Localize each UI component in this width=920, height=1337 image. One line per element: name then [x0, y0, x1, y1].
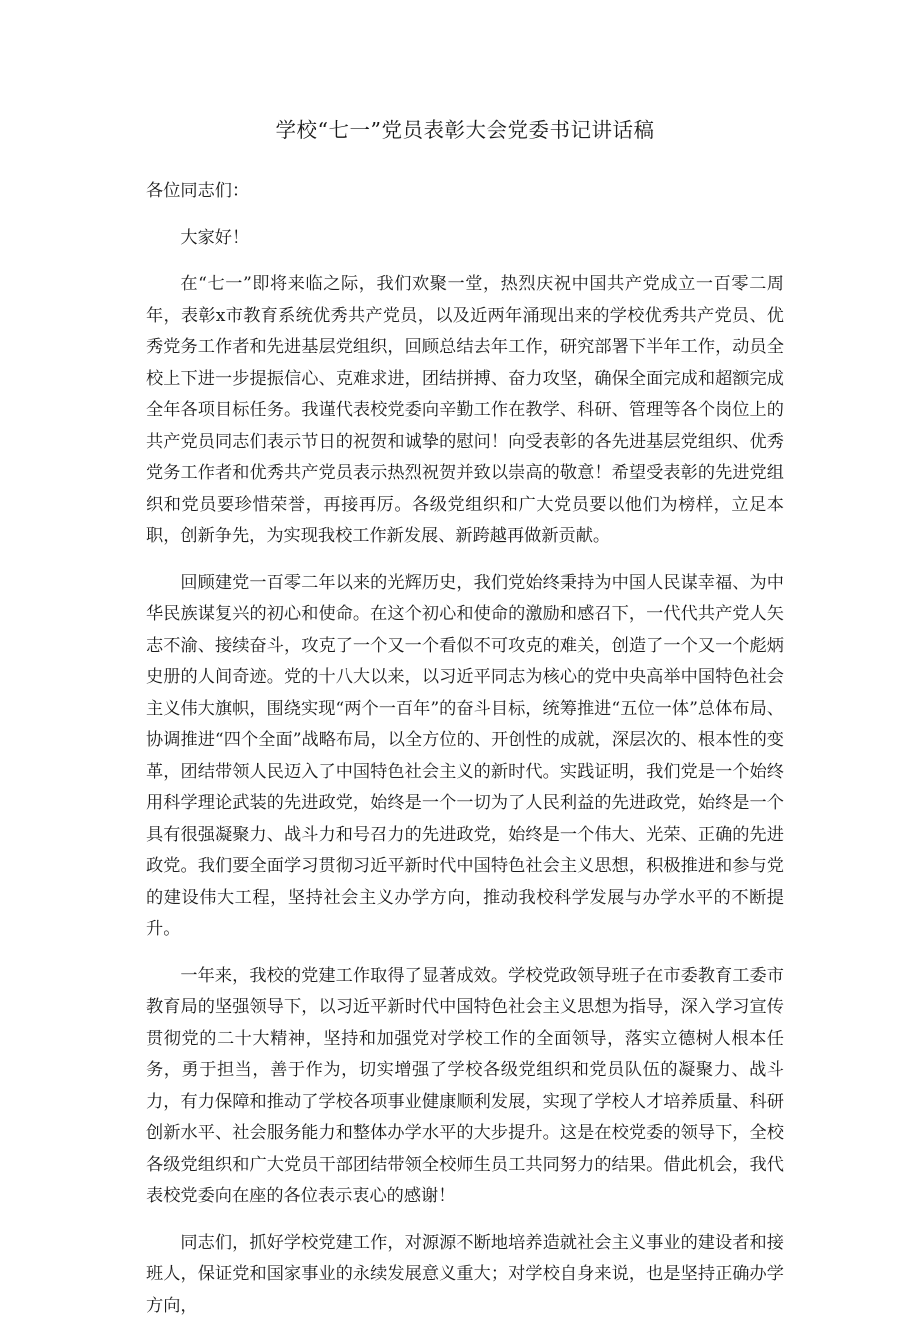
document-title: 学校“七一”党员表彰大会党委书记讲话稿: [275, 118, 655, 142]
document-page: [146, 110, 784, 1337]
salutation: 各位同志们：: [146, 181, 250, 201]
body-paragraph-2: 回顾建党一百零二年以来的光辉历史，我们党始终秉持为中国人民谋幸福、为中华民族谋复兴的初心和使命。在这个初心和使命的激励和感召下，一代代共产党人矢志不渝、接续奋斗，攻克了一个又一个看似不可攻克的难关，创造了一个又一个彪炳史册的人间奇迹。党的十八大以来，以习近平同志为核心的党中央高举中国特色社会主义伟大旗帜，围绕实现“两个一百年”的奋斗目标，统筹推进“五位一体”总体布局、协调推进“四个全面”战略布局，以全方位的、开创性的成就，深层次的、根本性的变革，团结带领人民迈入了中国特色社会主义的新时代。实践证明，我们党是一个始终用科学理论武装的先进政党，始终是一个一切为了人民利益的先进政党，始终是一个具有很强凝聚力、战斗力和号召力的先进政党，始终是一个伟大、光荣、正确的先进政党。我们要全面学习贯彻习近平新时代中国特色社会主义思想，积极推进和参与党的建设伟大工程，坚持社会主义办学方向，推动我校科学发展与办学水平的不断提升。: [146, 572, 784, 939]
greeting: 大家好！: [180, 227, 250, 248]
body-paragraph-3: 一年来，我校的党建工作取得了显著成效。学校党政领导班子在市委教育工委市教育局的坚强领导下，以习近平新时代中国特色社会主义思想为指导，深入学习宣传贯彻党的二十大精神，坚持和加强党对学校工作的全面领导，落实立德树人根本任务，勇于担当，善于作为，切实增强了学校各级党组织和党员队伍的凝聚力、战斗力，有力保障和推动了学校各项事业健康顺利发展，实现了学校人才培养质量、科研创新水平、社会服务能力和整体办学水平的大步提升。这是在校党委的领导下，全校各级党组织和广大党员干部团结带领全校师生员工共同努力的结果。借此机会，我代表校党委向在座的各位表示衷心的感谢！: [146, 965, 784, 1206]
body-paragraph-1: 在“七一”即将来临之际，我们欢聚一堂，热烈庆祝中国共产党成立一百零二周年，表彰x市教育系统优秀共产党员，以及近两年涌现出来的学校优秀共产党员、优秀党务工作者和先进基层党组织，回顾总结去年工作，研究部署下半年工作，动员全校上下进一步提振信心、克难求进，团结拼搏、奋力攻坚，确保全面完成和超额完成全年各项目标任务。我谨代表校党委向辛勤工作在教学、科研、管理等各个岗位上的共产党员同志们表示节日的祝贺和诚挚的慰问！向受表彰的各先进基层党组织、优秀党务工作者和优秀共产党员表示热烈祝贺并致以崇高的敬意！希望受表彰的先进党组织和党员要珍惜荣誉，再接再厉。各级党组织和广大党员要以他们为榜样，立足本职，创新争先，为实现我校工作新发展、新跨越再做新贡献。: [146, 274, 784, 546]
body-paragraph-4: 同志们，抓好学校党建工作，对源源不断地培养造就社会主义事业的建设者和接班人，保证党和国家事业的永续发展意义重大；对学校自身来说，也是坚持正确办学方向，: [146, 1232, 784, 1316]
